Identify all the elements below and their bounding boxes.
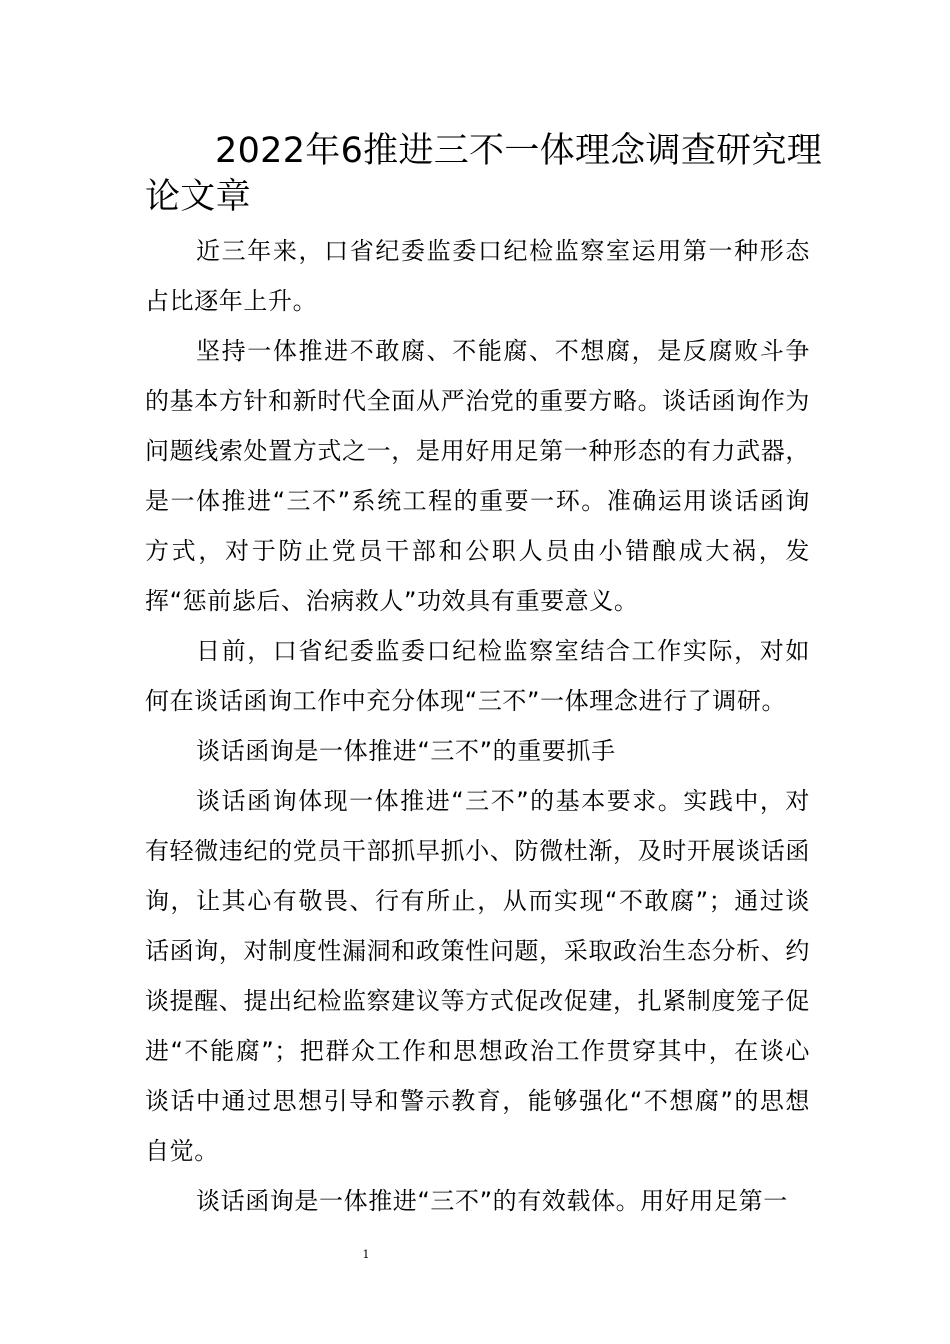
document-title: 2022年6推进三不一体理念调查研究理论文章 — [145, 131, 823, 217]
paragraph: 坚持一体推进不敢腐、不能腐、不想腐，是反腐败斗争的基本方针和新时代全面从严治党的重要方略。谈话函询作为问题线索处置方式之一，是用好用足第一种形态的有力武器，是一体推进“三不”系统工程的重要一环。准确运用谈话函询方式，对于防止党员干部和公职人员由小错酿成大祸，发挥“惩前毖后、治病救人”功效具有重要意义。 — [145, 337, 810, 615]
document-body — [145, 226, 810, 1226]
paragraph: 近三年来，口省纪委监委口纪检监察室运用第一种形态占比逐年上升。 — [145, 237, 810, 315]
page-number: 1 — [362, 1248, 370, 1261]
paragraph: 谈话函询是一体推进“三不”的有效载体。用好用足第一 — [196, 1187, 788, 1215]
paragraph: 日前，口省纪委监委口纪检监察室结合工作实际，对如何在谈话函询工作中充分体现“三不”一体理念进行了调研。 — [145, 637, 810, 715]
section-heading: 谈话函询是一体推进“三不”的重要抓手 — [196, 737, 616, 765]
paragraph: 谈话函询体现一体推进“三不”的基本要求。实践中，对有轻微违纪的党员干部抓早抓小、防微杜渐，及时开展谈话函询，让其心有敬畏、行有所止，从而实现“不敢腐”；通过谈话函询，对制度性漏洞和政策性问题，采取政治生态分析、约谈提醒、提出纪检监察建议等方式促改促建，扎紧制度笼子促进“不能腐”；把群众工作和思想政治工作贯穿其中，在谈心谈话中通过思想引导和警示教育，能够强化“不想腐”的思想自觉。 — [145, 787, 810, 1165]
